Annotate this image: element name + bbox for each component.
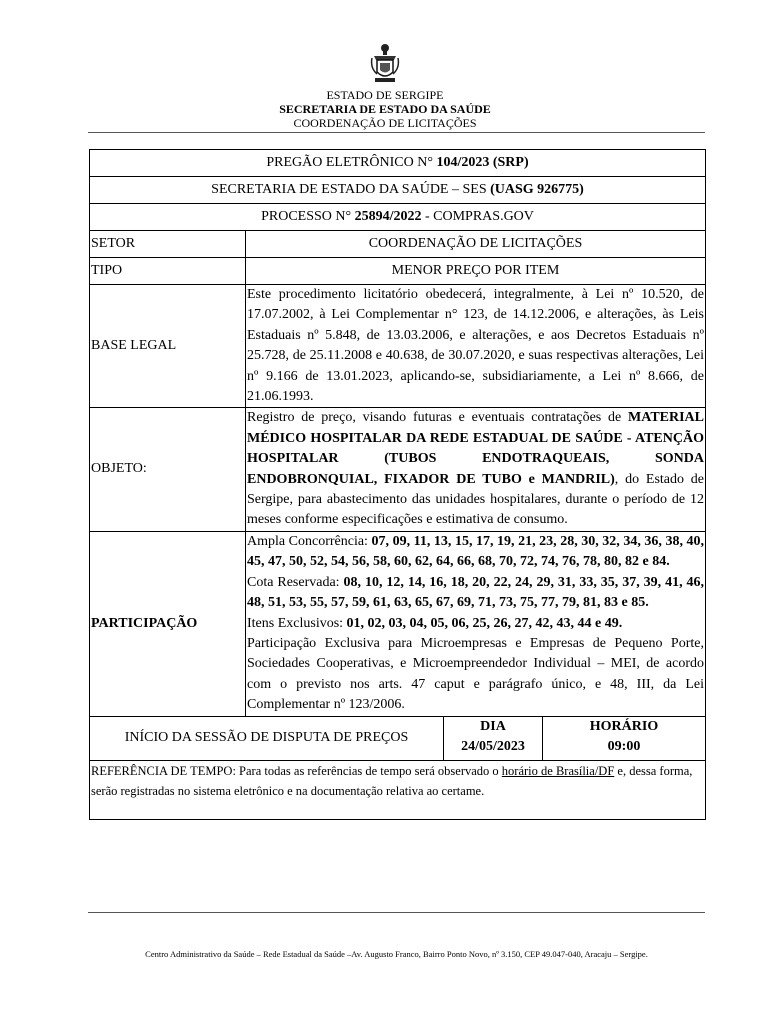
- document-header: [0, 42, 770, 130]
- cota-items: 08, 10, 12, 14, 16, 18, 20, 22, 24, 29, 31, 33, 35, 37, 39, 41, 46, 48, 51, 53, 55, 57, 59, 61, 63, 65, 67, 69, 71, 73, 75, 77, 79, 81, 83 e 85.: [247, 574, 705, 611]
- participacao-cell: [246, 531, 706, 716]
- secretaria-cell: [90, 177, 706, 204]
- referencia-post: e, dessa forma, serão registradas no sistema eletrônico e na documentação relativa ao certame.: [91, 764, 693, 799]
- setor-value: COORDENAÇÃO DE LICITAÇÕES: [246, 231, 706, 258]
- processo-cell: [90, 204, 706, 231]
- cota-label: Cota Reservada:: [247, 574, 344, 590]
- table-row: [90, 177, 706, 204]
- table-row: [90, 716, 706, 761]
- dia-value: 24/05/2023: [444, 737, 543, 760]
- table-row: [90, 150, 706, 177]
- uasg-code: (UASG 926775): [490, 181, 584, 197]
- table-row: [90, 285, 706, 408]
- referencia-pre: REFERÊNCIA DE TEMPO: Para todas as referências de tempo será observado o: [91, 764, 502, 779]
- dia-label: DIA: [444, 717, 543, 737]
- objeto-cell: [246, 408, 706, 531]
- bid-summary-table: [89, 149, 706, 820]
- pregao-prefix: PREGÃO ELETRÔNICO N°: [266, 154, 437, 170]
- footer-divider: [88, 912, 705, 913]
- table-row: [90, 258, 706, 285]
- horario-value: 09:00: [607, 738, 641, 754]
- objeto-text-bold: MATERIAL MÉDICO HOSPITALAR DA REDE ESTADUAL DE SAÚDE - ATENÇÃO HOSPITALAR (TUBOS ENDOTRAQUEAIS, SONDA ENDOBRONQUIAL, FIXADOR DE TUBO e MANDRIL): [247, 410, 704, 487]
- sergipe-coat-of-arms-icon: [370, 42, 400, 86]
- table-row: [90, 231, 706, 258]
- cota-reservada: [247, 573, 704, 614]
- participacao-label: PARTICIPAÇÃO: [90, 531, 246, 716]
- footer-address: Centro Administrativo da Saúde – Rede Estadual da Saúde –Av. Augusto Franco, Bairro Ponto Novo, nº 3.150, CEP 49.047-040, Aracaju – Sergipe.: [145, 949, 648, 959]
- ampla-concorrencia: [247, 532, 704, 573]
- tipo-value: MENOR PREÇO POR ITEM: [246, 258, 706, 285]
- horario-label: HORÁRIO: [589, 718, 659, 734]
- table-row: [90, 408, 706, 531]
- ampla-label: Ampla Concorrência:: [247, 533, 372, 549]
- header-secretariat: SECRETARIA DE ESTADO DA SAÚDE: [279, 102, 491, 116]
- ampla-items: 07, 09, 11, 13, 15, 17, 19, 21, 23, 28, 30, 32, 34, 36, 38, 40, 45, 47, 50, 52, 54, 56, 58, 60, 62, 64, 66, 68, 70, 72, 74, 76, 78, 80, 82 e 84.: [247, 533, 705, 570]
- processo-number: 25894/2022: [354, 208, 422, 224]
- table-row: [90, 531, 706, 716]
- sessao-label: INÍCIO DA SESSÃO DE DISPUTA DE PREÇOS: [90, 717, 444, 761]
- objeto-text-post: , do Estado de Sergipe, para abastecimento das unidades hospitalares, durante o período de 12 meses conforme especificações e estimativa de consumo.: [247, 471, 704, 528]
- pregao-cell: [90, 150, 706, 177]
- sessao-cell: [90, 716, 706, 761]
- objeto-label: OBJETO:: [90, 408, 246, 531]
- objeto-text-pre: Registro de preço, visando futuras e eventuais contratações de: [247, 410, 629, 426]
- pregao-number: 104/2023 (SRP): [436, 154, 529, 170]
- exclusivos-label: Itens Exclusivos:: [247, 615, 347, 631]
- referencia-cell: [90, 761, 706, 820]
- brasilia-time-link: horário de Brasília/DF: [501, 764, 615, 779]
- itens-exclusivos: [247, 614, 704, 634]
- processo-suffix: - COMPRAS.GOV: [421, 208, 534, 224]
- header-coordination: COORDENAÇÃO DE LICITAÇÕES: [293, 116, 477, 130]
- sessao-table: [90, 717, 705, 761]
- secretaria-prefix: SECRETARIA DE ESTADO DA SAÚDE – SES: [211, 181, 491, 197]
- table-row: [90, 761, 706, 820]
- header-divider: [88, 132, 705, 133]
- participacao-exclusiva: Participação Exclusiva para Microempresas e Empresas de Pequeno Porte, Sociedades Cooperativas, e Microempreendedor Individual – MEI, de acordo com o previsto nos arts. 47 caput e parágrafo único, e 48, III, da Lei Complementar nº 123/2006.: [247, 635, 704, 713]
- tipo-label: TIPO: [90, 258, 246, 285]
- header-state: ESTADO DE SERGIPE: [326, 88, 444, 102]
- table-row: [90, 204, 706, 231]
- exclusivos-items: 01, 02, 03, 04, 05, 06, 25, 26, 27, 42, 43, 44 e 49.: [346, 615, 623, 631]
- base-legal-text: Este procedimento licitatório obedecerá, integralmente, à Lei nº 10.520, de 17.07.2002, à Lei Complementar n° 123, de 14.12.2006, e alterações, às Leis Estaduais nº 5.848, de 13.03.2006, e alterações, e aos Decretos Estaduais nº 25.728, de 25.11.2008 e 40.638, de 30.07.2020, e suas respectivas alterações, Lei nº 9.166 de 13.01.2023, aplicando-se, subsidiariamente, a Lei nº 8.666, de 21.06.1993.: [246, 285, 706, 408]
- setor-label: SETOR: [90, 231, 246, 258]
- processo-prefix: PROCESSO N°: [261, 208, 355, 224]
- base-legal-label: BASE LEGAL: [90, 285, 246, 408]
- sessao-row: [90, 717, 705, 737]
